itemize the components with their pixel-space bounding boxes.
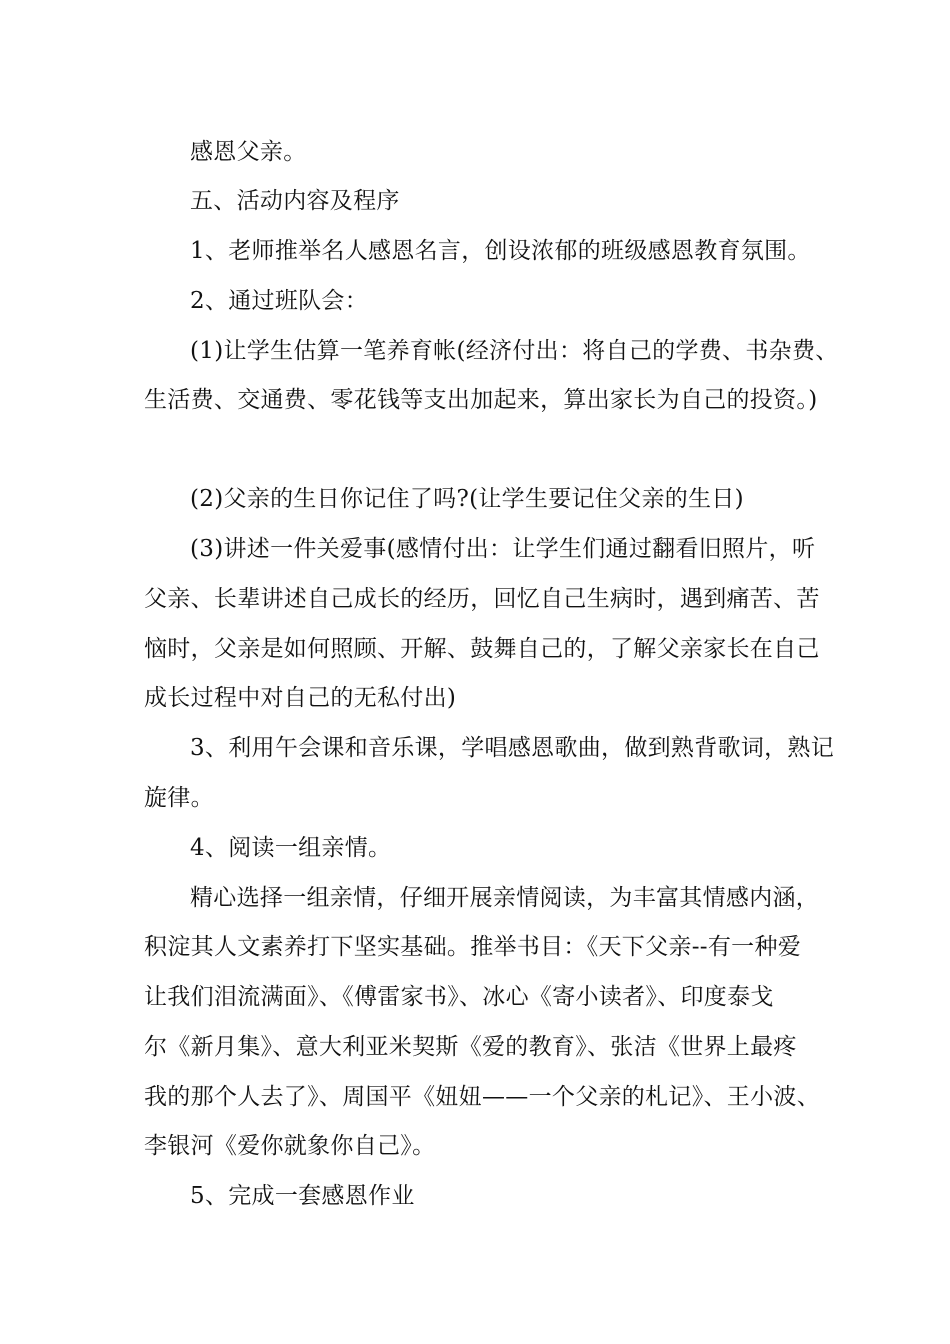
text-line-14: 4、阅读一组亲情。 bbox=[190, 835, 392, 861]
text-line-6: 生活费、交通费、零花钱等支出加起来，算出家长为自己的投资。) bbox=[144, 387, 818, 413]
text-line-8: (3)讲述一件关爱事(感情付出：让学生们通过翻看旧照片，听 bbox=[190, 536, 816, 562]
text-line-13: 旋律。 bbox=[144, 785, 214, 811]
text-line-9: 父亲、长辈讲述自己成长的经历，回忆自己生病时，遇到痛苦、苦 bbox=[144, 586, 820, 612]
section-heading-5: 五、活动内容及程序 bbox=[190, 188, 400, 214]
text-line-17: 让我们泪流满面》、《傅雷家书》、冰心《寄小读者》、印度泰戈 bbox=[144, 984, 774, 1010]
text-line-11: 成长过程中对自己的无私付出) bbox=[144, 685, 457, 711]
text-line-3: 1、老师推举名人感恩名言，创设浓郁的班级感恩教育氛围。 bbox=[190, 238, 811, 264]
text-line-4: 2、通过班队会： bbox=[190, 288, 369, 314]
text-line-20: 李银河《爱你就象你自己》。 bbox=[144, 1133, 436, 1159]
text-line-5: (1)让学生估算一笔养育帐(经济付出：将自己的学费、书杂费、 bbox=[190, 338, 839, 364]
text-line-21: 5、完成一套感恩作业 bbox=[190, 1183, 415, 1209]
text-line-15: 精心选择一组亲情，仔细开展亲情阅读，为丰富其情感内涵， bbox=[190, 885, 820, 911]
text-line-18: 尔《新月集》、意大利亚米契斯《爱的教育》、张洁《世界上最疼 bbox=[144, 1034, 797, 1060]
text-line-1: 感恩父亲。 bbox=[190, 139, 307, 165]
text-line-19: 我的那个人去了》、周国平《妞妞——一个父亲的札记》、王小波、 bbox=[144, 1084, 820, 1110]
text-line-12: 3、利用午会课和音乐课，学唱感恩歌曲，做到熟背歌词，熟记 bbox=[190, 735, 835, 761]
text-line-10: 恼时，父亲是如何照顾、开解、鼓舞自己的，了解父亲家长在自己 bbox=[144, 636, 820, 662]
text-line-16: 积淀其人文素养打下坚实基础。推举书目：《天下父亲--有一种爱 bbox=[144, 934, 802, 960]
text-line-7: (2)父亲的生日你记住了吗?(让学生要记住父亲的生日) bbox=[190, 486, 744, 512]
